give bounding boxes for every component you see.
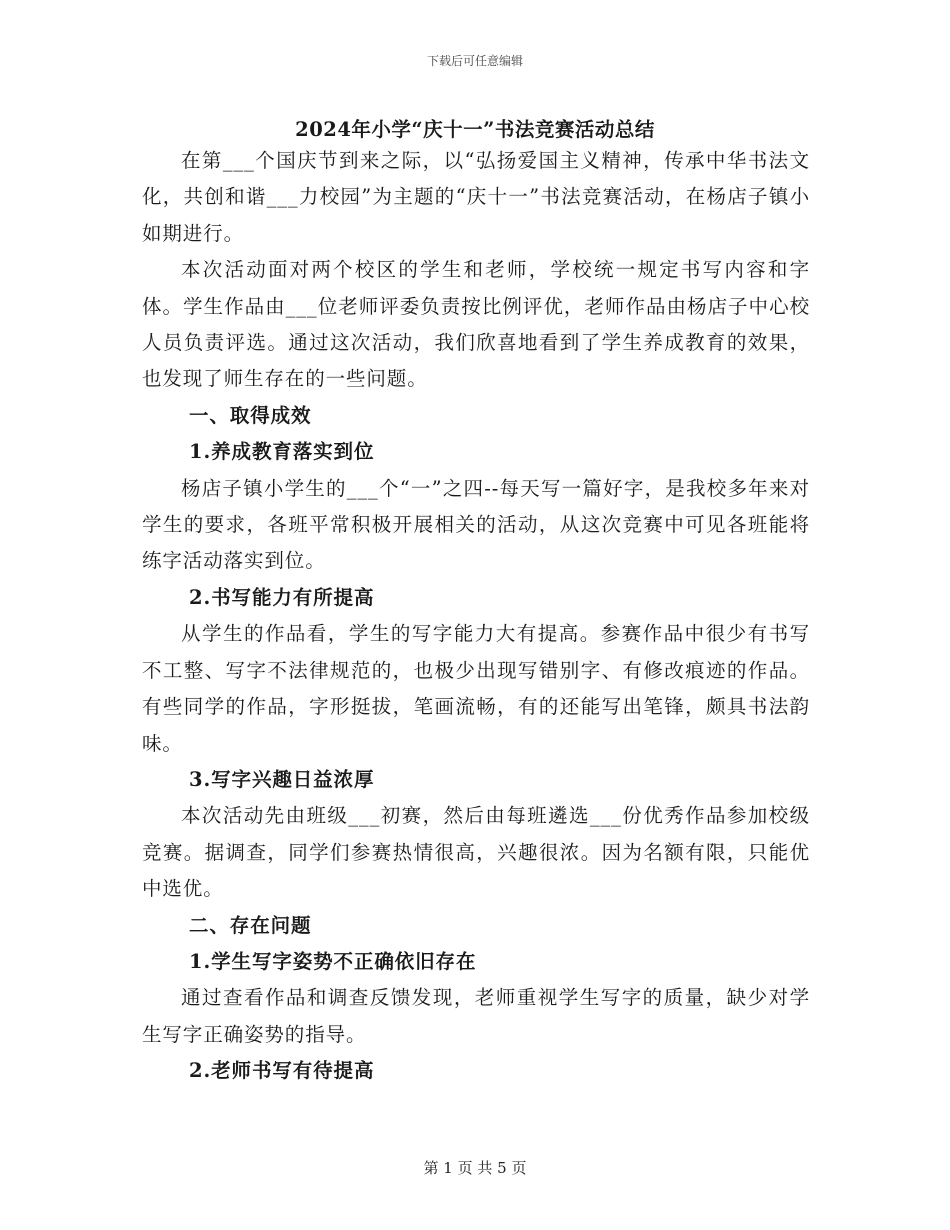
section-heading: 一、取得成效 (189, 403, 312, 427)
page-number: 第 1 页 共 5 页 (423, 1159, 527, 1177)
paragraph: 从学生的作品看，学生的写字能力大有提高。参赛作品中很少有书写不工整、写字不法律规范的，也极少出现写错别字、有修改痕迹的作品。有些同学的作品，字形挺拔，笔画流畅，有的还能写出笔锋，颇具书法韵味。 (142, 622, 810, 755)
paragraph: 通过查看作品和调查反馈发现，老师重视学生写字的质量，缺少对学生写字正确姿势的指导。 (142, 986, 810, 1046)
document-title: 2024年小学“庆十一”书法竞赛活动总结 (295, 118, 655, 141)
subsection-heading: 3.写字兴趣日益浓厚 (189, 767, 375, 791)
paragraph: 杨店子镇小学生的___个“一”之四--每天写一篇好字，是我校多年来对学生的要求，各班平常积极开展相关的活动，从这次竞赛中可见各班能将练字活动落实到位。 (142, 476, 810, 573)
paragraph: 在第___个国庆节到来之际，以“弘扬爱国主义精神，传承中华书法文化，共创和谐___力校园”为主题的“庆十一”书法竞赛活动，在杨店子镇小如期进行。 (142, 149, 810, 245)
subsection-heading: 1.养成教育落实到位 (189, 440, 375, 464)
subsection-heading: 2.老师书写有待提高 (189, 1059, 375, 1083)
document-body (142, 143, 810, 1090)
paragraph: 本次活动面对两个校区的学生和老师，学校统一规定书写内容和字体。学生作品由___位老师评委负责按比例评优，老师作品由杨店子中心校人员负责评选。通过这次活动，我们欣喜地看到了学生养成教育的效果，也发现了师生存在的一些问题。 (142, 258, 810, 391)
section-heading: 二、存在问题 (189, 913, 312, 937)
subsection-heading: 1.学生写字姿势不正确依旧存在 (189, 949, 477, 973)
subsection-heading: 2.书写能力有所提高 (189, 585, 375, 609)
page-header-note: 下载后可任意编辑 (426, 54, 523, 68)
paragraph: 本次活动先由班级___初赛，然后由每班遴选___份优秀作品参加校级竞赛。据调查，同学们参赛热情很高，兴趣很浓。因为名额有限，只能优中选优。 (142, 804, 810, 901)
